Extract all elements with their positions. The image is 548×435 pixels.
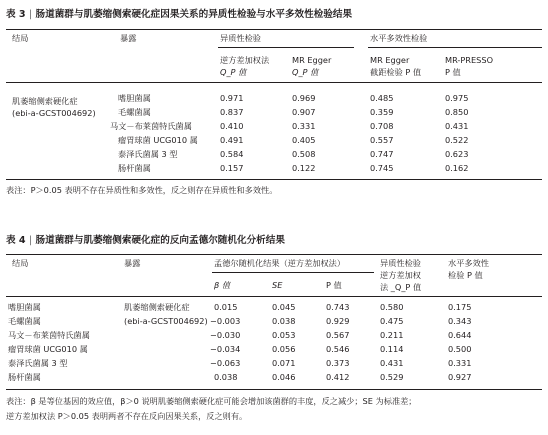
table4-note-line2: 逆方差加权法 P＞0.05 表明两者不存在反向因果关系，反之则有。 — [6, 411, 248, 421]
t3-presso: 0.162 — [445, 163, 469, 173]
t4-exposure-id: (ebi-a-GCST004692) — [124, 316, 208, 326]
t4-beta: −0.063 — [210, 358, 241, 368]
t4-pleio: 0.343 — [448, 316, 472, 326]
t3-egger-int: 0.359 — [370, 107, 394, 117]
t3-presso: 0.850 — [445, 107, 469, 117]
t3-ivw: 0.971 — [220, 93, 244, 103]
t3-egger-int: 0.745 — [370, 163, 394, 173]
t4-het: 0.211 — [380, 330, 404, 340]
t3-header-heterogeneity: 异质性检验 — [220, 33, 261, 43]
t3-egger-q: 0.122 — [292, 163, 316, 173]
table4-title — [6, 232, 285, 246]
t4-header-beta: β 值 — [214, 280, 231, 290]
table3-note: 表注：P＞0.05 表明不存在异质性和多效性，反之则存在异质性和多效性。 — [6, 185, 278, 195]
t3-ivw: 0.491 — [220, 135, 244, 145]
t4-pleio: 0.644 — [448, 330, 472, 340]
t3-exposure: 毛螺菌属 — [118, 107, 151, 117]
t3-header-presso-2: P 值 — [445, 67, 461, 77]
t3-ivw: 0.410 — [220, 121, 244, 131]
t3-presso: 0.431 — [445, 121, 469, 131]
t4-mr-underline — [212, 272, 374, 273]
t4-se: 0.045 — [272, 302, 296, 312]
t4-p: 0.373 — [326, 358, 350, 368]
t3-exposure: 泰泽氏菌属 3 型 — [118, 149, 178, 159]
t4-het: 0.114 — [380, 344, 404, 354]
t4-beta: 0.038 — [214, 372, 238, 382]
t4-p: 0.546 — [326, 344, 350, 354]
table3-title-text: 肠道菌群与肌萎缩侧索硬化症因果关系的异质性检验与水平多效性检验结果 — [35, 9, 353, 20]
t4-het: 0.529 — [380, 372, 404, 382]
t4-header-outcome: 结局 — [12, 258, 29, 268]
table4-title-text: 肠道菌群与肌萎缩侧索硬化症的反向孟德尔随机化分析结果 — [35, 235, 285, 246]
t4-outcome: 泰泽氏菌属 3 型 — [8, 358, 68, 368]
t3-header-pleiotropy: 水平多效性检验 — [370, 33, 428, 43]
t4-p: 0.743 — [326, 302, 350, 312]
t4-se: 0.056 — [272, 344, 296, 354]
t4-outcome: 马文－布莱茵特氏菌属 — [8, 330, 90, 340]
table3-bottom-rule — [6, 179, 542, 180]
t4-p: 0.929 — [326, 316, 350, 326]
t4-p: 0.412 — [326, 372, 350, 382]
t4-outcome: 嗜胆菌属 — [8, 302, 41, 312]
t4-header-se: SE — [272, 280, 283, 290]
t4-outcome: 肠杆菌属 — [8, 372, 41, 382]
table4-bottom-rule — [6, 389, 542, 390]
t3-egger-int: 0.557 — [370, 135, 394, 145]
t4-het: 0.431 — [380, 358, 404, 368]
table3-title — [6, 6, 352, 20]
t3-egger-q: 0.969 — [292, 93, 316, 103]
title-separator: | — [28, 9, 33, 20]
t3-presso: 0.975 — [445, 93, 469, 103]
t3-egger-int: 0.747 — [370, 149, 394, 159]
t4-beta: −0.030 — [210, 330, 241, 340]
t3-header-egger-int-1: MR Egger — [370, 55, 410, 65]
t3-egger-int: 0.708 — [370, 121, 394, 131]
t4-header-exposure: 暴露 — [124, 258, 141, 268]
table4-top-rule — [6, 254, 542, 255]
t3-header-presso-1: MR-PRESSO — [445, 55, 494, 65]
t4-header-mr-group: 孟德尔随机化结果（逆方差加权法） — [214, 258, 346, 268]
t3-heterogeneity-underline — [218, 47, 354, 48]
t3-exposure: 嗜胆菌属 — [118, 93, 151, 103]
t4-header-pleio-1: 水平多效性 — [448, 258, 489, 268]
t4-se: 0.053 — [272, 330, 296, 340]
t3-egger-q: 0.508 — [292, 149, 316, 159]
t4-header-het-3: 法 _Q_P 值 — [380, 282, 422, 292]
table4-note-line1: 表注：β 是等位基因的效应值，β＞0 说明肌萎缩侧索硬化症可能会增加该菌群的丰度，反之减少；SE 为标准差； — [6, 396, 417, 406]
t3-header-egger-q-2: Q_P 值 — [292, 67, 319, 77]
t4-se: 0.071 — [272, 358, 296, 368]
t4-se: 0.038 — [272, 316, 296, 326]
t3-ivw: 0.584 — [220, 149, 244, 159]
title-separator: | — [28, 235, 33, 246]
t4-pleio: 0.927 — [448, 372, 472, 382]
t3-presso: 0.522 — [445, 135, 469, 145]
t3-ivw: 0.157 — [220, 163, 244, 173]
t4-het: 0.475 — [380, 316, 404, 326]
t3-outcome-name: 肌萎缩侧索硬化症 — [12, 96, 78, 106]
t4-header-p: P 值 — [326, 280, 342, 290]
t3-exposure: 肠杆菌属 — [118, 163, 151, 173]
t4-beta: −0.003 — [210, 316, 241, 326]
t3-exposure: 瘤胃球菌 UCG010 属 — [118, 135, 198, 145]
t4-se: 0.046 — [272, 372, 296, 382]
t4-header-het-2: 逆方差加权 — [380, 270, 421, 280]
t4-exposure-name: 肌萎缩侧索硬化症 — [124, 302, 190, 312]
t3-header-egger-q-1: MR Egger — [292, 55, 332, 65]
t3-header-ivw-2: Q_P 值 — [220, 67, 247, 77]
t4-pleio: 0.175 — [448, 302, 472, 312]
t4-pleio: 0.500 — [448, 344, 472, 354]
t4-beta: 0.015 — [214, 302, 238, 312]
t4-outcome: 毛螺菌属 — [8, 316, 41, 326]
table3-top-rule — [6, 29, 542, 30]
t3-egger-q: 0.405 — [292, 135, 316, 145]
t4-outcome: 瘤胃球菌 UCG010 属 — [8, 344, 88, 354]
t3-header-rule — [6, 82, 542, 83]
t4-het: 0.580 — [380, 302, 404, 312]
t3-header-exposure: 暴露 — [120, 33, 137, 43]
t3-header-egger-int-2: 截距检验 P 值 — [370, 67, 422, 77]
t4-header-pleio-2: 检验 P 值 — [448, 270, 483, 280]
t3-egger-q: 0.331 — [292, 121, 316, 131]
t4-header-het-1: 异质性检验 — [380, 258, 421, 268]
t3-ivw: 0.837 — [220, 107, 244, 117]
t3-header-ivw-1: 逆方差加权法 — [220, 55, 270, 65]
t4-beta: −0.034 — [210, 344, 241, 354]
t4-p: 0.567 — [326, 330, 350, 340]
t3-egger-int: 0.485 — [370, 93, 394, 103]
t3-outcome-id: (ebi-a-GCST004692) — [12, 108, 96, 118]
t3-egger-q: 0.907 — [292, 107, 316, 117]
t4-header-rule — [6, 296, 542, 297]
t4-pleio: 0.331 — [448, 358, 472, 368]
t3-pleiotropy-underline — [368, 47, 542, 48]
t3-exposure: 马文－布莱茵特氏菌属 — [110, 121, 192, 131]
table4-number: 表 4 — [6, 235, 26, 246]
table3-number: 表 3 — [6, 9, 26, 20]
t3-presso: 0.623 — [445, 149, 469, 159]
t3-header-outcome: 结局 — [12, 33, 29, 43]
